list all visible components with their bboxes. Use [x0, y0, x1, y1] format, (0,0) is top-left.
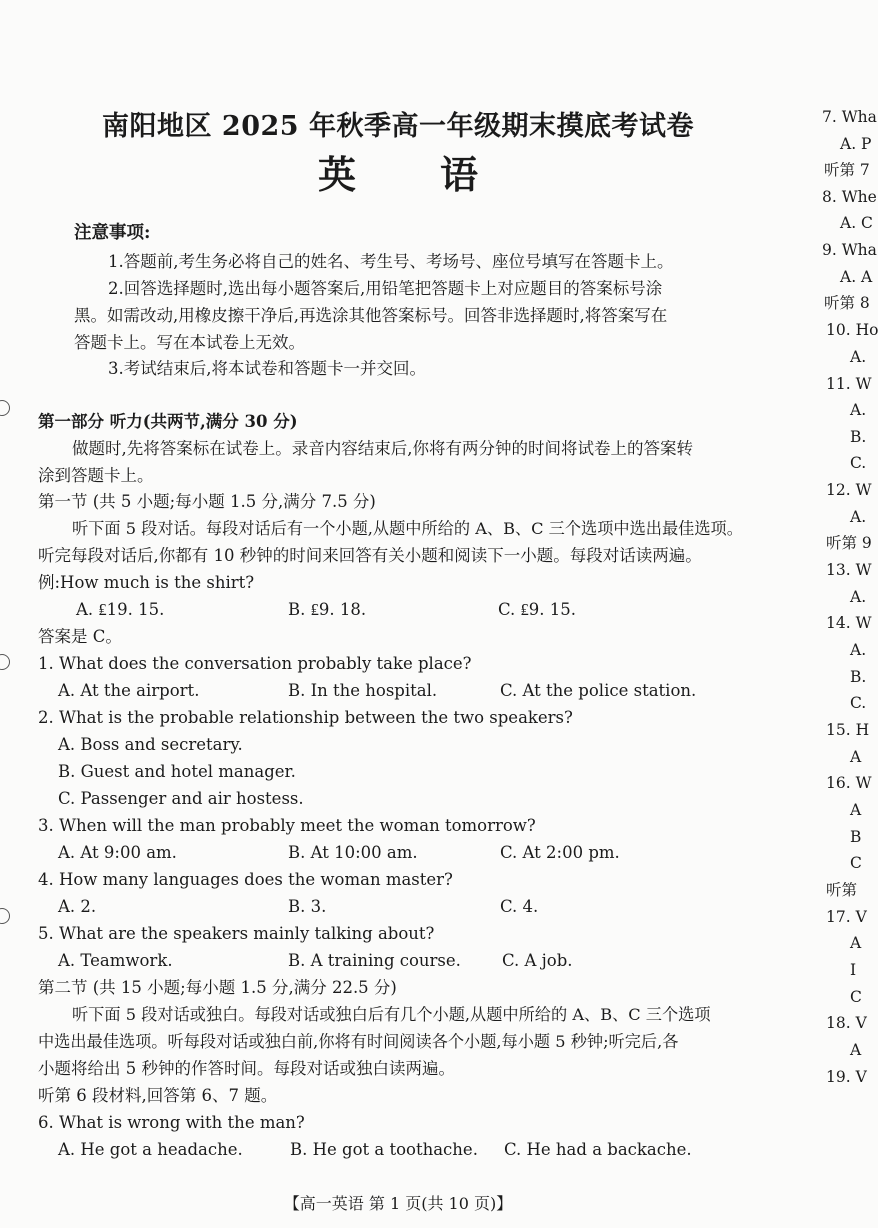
question-stem: 5. What are the speakers mainly talking about? — [38, 924, 435, 943]
option: A. ₤19. 15. — [76, 600, 165, 619]
notice-item: 答题卡上。写在本试卷上无效。 — [74, 333, 305, 352]
section2-intro: 中选出最佳选项。听每段对话或独白前,你将有时间阅读各个小题,每小题 5 秒钟;听完后,各 — [38, 1032, 679, 1051]
fragment-line: 11. W — [826, 375, 872, 393]
question-stem: 4. How many languages does the woman master? — [38, 870, 453, 889]
question-stem: 3. When will the man probably meet the woman tomorrow? — [38, 816, 536, 835]
fragment-line: A. — [850, 641, 867, 659]
fragment-line: A — [850, 801, 862, 819]
fragment-line: 听第 8 — [824, 294, 870, 312]
fragment-line: 7. Wha — [822, 108, 877, 126]
section1-heading: 第一节 (共 5 小题;每小题 1.5 分,满分 7.5 分) — [38, 492, 376, 511]
part1-intro: 涂到答题卡上。 — [38, 466, 154, 485]
option: C. At the police station. — [500, 681, 697, 700]
option: C. A job. — [502, 951, 573, 970]
option: C. ₤9. 15. — [498, 600, 577, 619]
fragment-line: 14. W — [826, 614, 872, 632]
question-stem: 2. What is the probable relationship between the two speakers? — [38, 708, 573, 727]
fragment-line: 9. Wha — [822, 241, 877, 259]
notice-item: 3.考试结束后,将本试卷和答题卡一并交回。 — [108, 359, 426, 378]
fragment-line: A. — [850, 401, 867, 419]
option: A. Teamwork. — [58, 951, 173, 970]
part1-heading: 第一部分 听力(共两节,满分 30 分) — [38, 412, 298, 431]
subject-char: 英 — [318, 152, 441, 197]
fragment-line: 10. Ho — [826, 321, 878, 339]
binding-hole-mark — [0, 654, 10, 670]
question-stem: 1. What does the conversation probably take place? — [38, 654, 472, 673]
fragment-line: A. A — [840, 268, 873, 286]
notice-item: 1.答题前,考生务必将自己的姓名、考生号、考场号、座位号填写在答题卡上。 — [108, 252, 674, 271]
fragment-line: B — [850, 828, 862, 846]
option: A. 2. — [58, 897, 97, 916]
fragment-line: A. — [850, 588, 867, 606]
option: B. A training course. — [288, 951, 461, 970]
notice-item: 2.回答选择题时,选出每小题答案后,用铅笔把答题卡上对应题目的答案标号涂 — [108, 279, 663, 298]
option: B. ₤9. 18. — [288, 600, 367, 619]
fragment-line: C — [850, 854, 862, 872]
option: B. 3. — [288, 897, 327, 916]
option: B. Guest and hotel manager. — [58, 762, 296, 781]
fragment-line: 听第 7 — [824, 161, 870, 179]
fragment-line: B. — [850, 428, 867, 446]
option: A. At the airport. — [58, 681, 200, 700]
section2-intro: 小题将给出 5 秒钟的作答时间。每段对话或独白读两遍。 — [38, 1059, 455, 1078]
fragment-line: C — [850, 988, 862, 1006]
fragment-line: 听第 9 — [826, 534, 872, 552]
section1-intro: 听下面 5 段对话。每段对话后有一个小题,从题中所给的 A、B、C 三个选项中选出最佳选项。 — [72, 519, 743, 538]
fragment-line: A — [850, 1041, 862, 1059]
fragment-line: C. — [850, 694, 867, 712]
fragment-line: 15. H — [826, 721, 870, 739]
fragment-line: A. C — [840, 214, 873, 232]
binding-hole-mark — [0, 908, 10, 924]
question-stem: 6. What is wrong with the man? — [38, 1113, 305, 1132]
section2-heading: 第二节 (共 15 小题;每小题 1.5 分,满分 22.5 分) — [38, 978, 397, 997]
fragment-line: 听第 — [826, 881, 858, 899]
option: C. He had a backache. — [504, 1140, 692, 1159]
notice-heading: 注意事项: — [74, 223, 151, 243]
option: A. He got a headache. — [58, 1140, 243, 1159]
fragment-line: A — [850, 748, 862, 766]
fragment-line: A. — [850, 348, 867, 366]
fragment-line: 13. W — [826, 561, 872, 579]
binding-hole-mark — [0, 400, 10, 416]
subject-char: 语 — [440, 152, 563, 197]
fragment-line: 18. V — [826, 1014, 867, 1032]
fragment-line: C. — [850, 454, 867, 472]
fragment-line: B. — [850, 668, 867, 686]
page-footer: 【高一英语 第 1 页(共 10 页)】 — [283, 1194, 513, 1213]
option: B. In the hospital. — [288, 681, 438, 700]
example-answer: 答案是 C。 — [38, 627, 122, 646]
section1-intro: 听完每段对话后,你都有 10 秒钟的时间来回答有关小题和阅读下一小题。每段对话读两遍。 — [38, 546, 702, 565]
fragment-line: 17. V — [826, 908, 867, 926]
option: B. He got a toothache. — [290, 1140, 478, 1159]
option: C. 4. — [500, 897, 539, 916]
example-question: 例:How much is the shirt? — [38, 573, 255, 592]
fragment-line: 8. Whe — [822, 188, 877, 206]
option: A. At 9:00 am. — [58, 843, 177, 862]
exam-title: 南阳地区 2025 年秋季高一年级期末摸底考试卷 — [102, 111, 694, 142]
fragment-line: I — [850, 961, 857, 979]
fragment-line: A. P — [840, 135, 872, 153]
material-instruction: 听第 6 段材料,回答第 6、7 题。 — [38, 1086, 278, 1105]
part1-intro: 做题时,先将答案标在试卷上。录音内容结束后,你将有两分钟的时间将试卷上的答案转 — [72, 439, 693, 458]
fragment-line: A — [850, 934, 862, 952]
option: A. Boss and secretary. — [58, 735, 243, 754]
fragment-line: 19. V — [826, 1068, 867, 1086]
fragment-line: 16. W — [826, 774, 872, 792]
notice-item: 黑。如需改动,用橡皮擦干净后,再选涂其他答案标号。回答非选择题时,将答案写在 — [74, 306, 668, 325]
subject-title — [318, 144, 562, 199]
option: C. At 2:00 pm. — [500, 843, 620, 862]
section2-intro: 听下面 5 段对话或独白。每段对话或独白后有几个小题,从题中所给的 A、B、C 三个选项 — [72, 1005, 711, 1024]
option: B. At 10:00 am. — [288, 843, 418, 862]
fragment-line: 12. W — [826, 481, 872, 499]
fragment-line: A. — [850, 508, 867, 526]
option: C. Passenger and air hostess. — [58, 789, 304, 808]
